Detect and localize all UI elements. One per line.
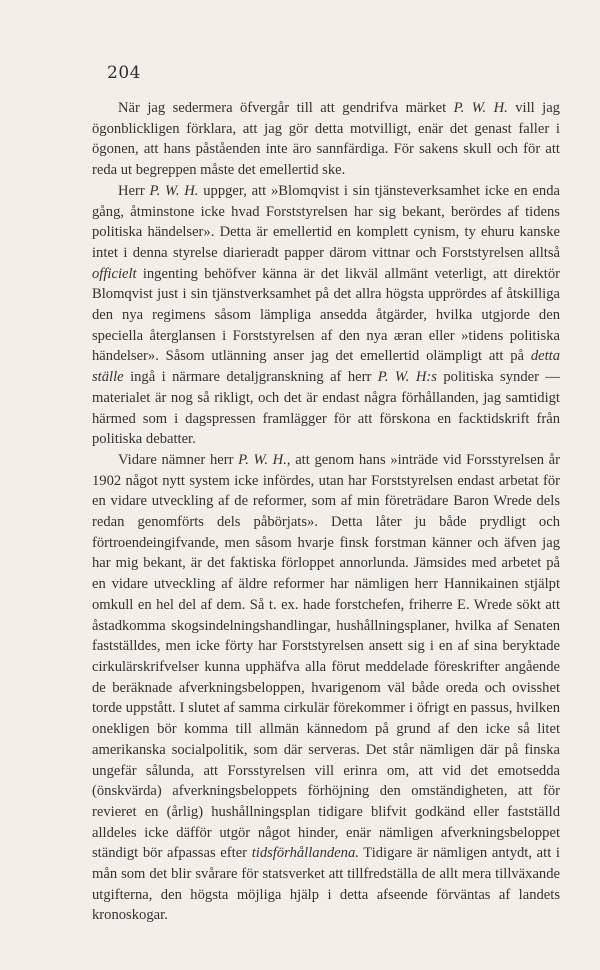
- italic-text-run: detta ställe: [92, 348, 560, 386]
- italic-text-run: P. W. H.: [453, 100, 508, 116]
- italic-text-run: P. W. H:s: [377, 369, 437, 386]
- text-run: Tidigare är nämligen antydt, att i mån som det blir svårare för statsverket att tillfredställa de allt mera tillväxande utgifterna, den högsta möjliga hjälp i detta afseende förväntas af landets kronoskogar.: [92, 845, 560, 924]
- text-run: uppger, att »Blomqvist i sin tjänsteverksamhet icke en enda gång, åtminstone icke hvad Forststyrelsen har sig bekant, berördes af tidens politiska händelser». Detta är emellertid en komplett cynism, ty ehuru kanske intet i denna styrelse diarieradt papper därom vittnar och Forststyrelsen alltså: [92, 182, 560, 261]
- text-run: politiska synder — materialet är nog så rikligt, och det är endast några förhållanden, jag samtidigt härmed som i dagspressen framlägger för att förskona en facktidskrift från politiska debatter.: [92, 369, 560, 448]
- italic-text-run: P. W. H.: [238, 451, 287, 468]
- paragraph: [92, 98, 560, 181]
- paragraph: [92, 450, 560, 926]
- text-run: vill jag ögonblickligen förklara, att jag gör detta motvilligt, enär det genast faller i ögonen, att hans påståenden inte äro sannfärdiga. För sakens skull och för att reda ut begreppen måste det emellertid ske.: [92, 100, 560, 179]
- body-text: [92, 98, 560, 926]
- page-number: 204: [107, 63, 141, 83]
- text-run: ingå i närmare detaljgranskning af herr: [123, 369, 378, 386]
- text-run: ingenting behöfver känna är det likväl allmänt veterligt, att direktör Blomqvist just i sin tjänstverksamhet på det allra högsta upprördes af åtskilliga den nya regimens såsom lämpliga ansedda åtgärder, hvilka utgjorde den speciella återglansen i Forststyrelsen af den nya æran eller »tidens politiska händelser». Såsom utlänning anser jag det emellertid olämpligt att på: [92, 265, 560, 365]
- paragraph: [92, 181, 560, 450]
- text-run: Vidare nämner herr: [118, 451, 239, 468]
- text-run: Herr: [118, 182, 150, 199]
- italic-text-run: officielt: [92, 265, 137, 282]
- text-run: När jag sedermera öfvergår till att gendrifva märket: [118, 100, 454, 116]
- italic-text-run: tidsförhållandena.: [251, 845, 359, 862]
- text-run: , att genom hans »inträde vid Forsstyrelsen år 1902 något nytt system icke infördes, utan har Forststyrelsen endast arbetat för en vidare utveckling af de reformer, som af min företrädare Baron Wrede dels redan genomförts dels påbörjats». Detta låter ju både prydligt och förtroendeingifvande, men såsom hvarje finsk forstman känner och äfven jag har mig bekant, är det faktiska förloppet annorlunda. Jämsides med arbetet på en vidare utveckling af äldre reformer har nämligen herr Hannikainen stjälpt omkull en hel del af dem. Så t. ex. hade forstchefen, friherre E. Wrede sökt att åstadkomma skogsindelningshandlingar, hushållningsplaner, hvilka af Senaten fastställdes, men icke förty har Forststyrelsen ansett sig i en af sina beryktade cirkulärskrifvelser kunna upphäfva alla förut meddelade föreskrifter angående de beräknade afverkningsbeloppen, hvarigenom väl både oreda och ovisshet torde uppstått. I slutet af samma cirkulär förekommer i öfrigt en passus, hvilken onekligen bör komma till allmän kännedom på grund af den icke så litet amerikanska socialpolitik, som där serveras. Det står nämligen där på finska ungefär sålunda, att Forsstyrelsen vill erinra om, att vid det emotsedda (önskvärda) afverkningsbeloppets förhöjning den omständigheten, att för revieret en (årlig) hushållningsplan tidigare blifvit godkänd eller fastställd alldeles icke däfför utgör något hinder, enär nämligen afverkningsbeloppet ständigt bör afpassas efter: [92, 451, 561, 862]
- italic-text-run: P. W. H.: [149, 182, 199, 199]
